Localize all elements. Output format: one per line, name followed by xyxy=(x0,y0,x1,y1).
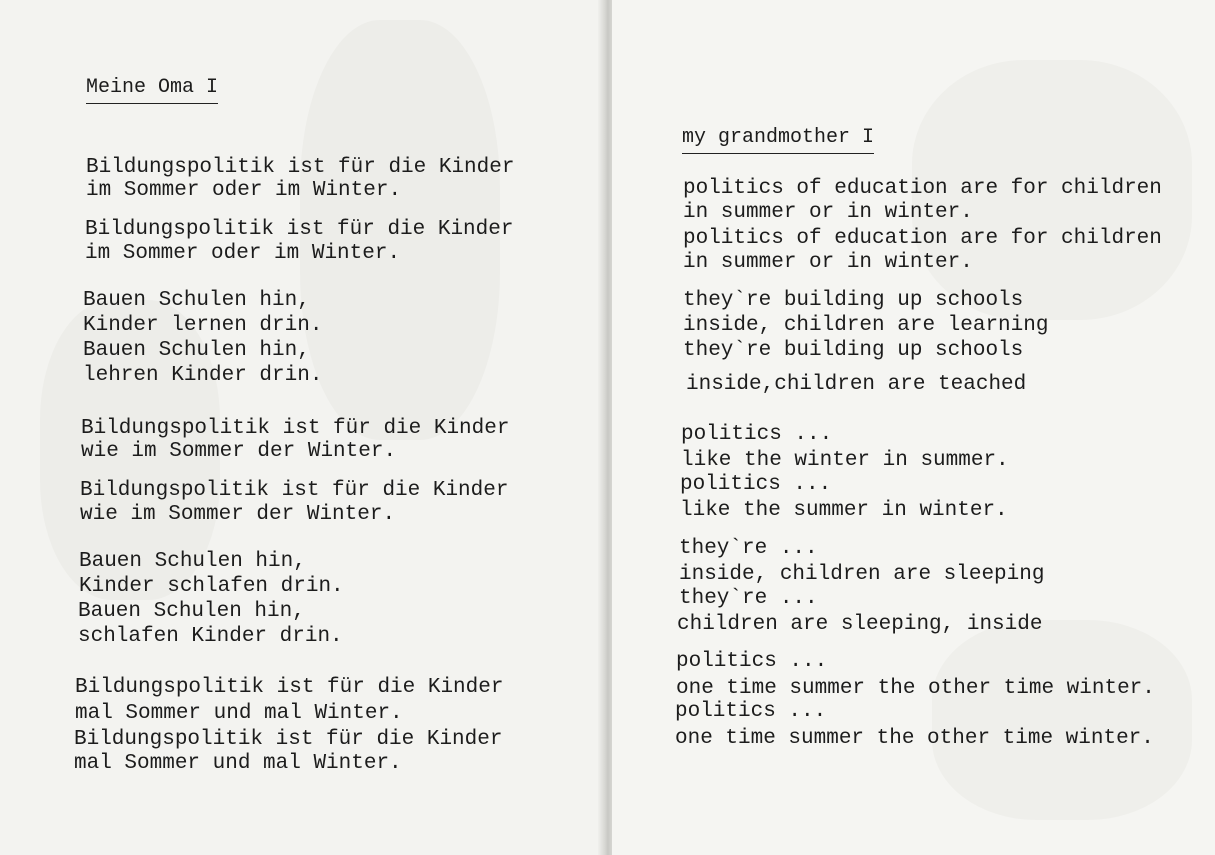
poem-line: politics of education are for children xyxy=(683,227,1162,250)
poem-line: Bauen Schulen hin, xyxy=(79,550,306,573)
poem-line: Bildungspolitik ist für die Kinder xyxy=(75,676,504,699)
poem-line: Bildungspolitik ist für die Kinder xyxy=(85,218,514,241)
poem-line: Kinder lernen drin. xyxy=(83,314,323,337)
poem-line: Bildungspolitik ist für die Kinder xyxy=(80,479,509,502)
poem-line: wie im Sommer der Winter. xyxy=(80,503,396,526)
poem-line: Bildungspolitik ist für die Kinder xyxy=(74,728,503,751)
poem-line: im Sommer oder im Winter. xyxy=(85,242,401,265)
poem-line: like the winter in summer. xyxy=(681,449,1009,472)
poem-line: politics of education are for children xyxy=(683,177,1162,200)
poem-line: politics ... xyxy=(676,650,828,673)
poem-title-german: Meine Oma I xyxy=(86,76,218,104)
poem-line: mal Sommer und mal Winter. xyxy=(74,752,402,775)
poem-line: Bauen Schulen hin, xyxy=(83,339,310,362)
poem-line: in summer or in winter. xyxy=(683,201,973,224)
poem-line: they`re building up schools xyxy=(683,339,1024,362)
poem-line: in summer or in winter. xyxy=(683,251,973,274)
poem-line: schlafen Kinder drin. xyxy=(78,625,343,648)
poem-line: politics ... xyxy=(680,473,832,496)
poem-line: mal Sommer und mal Winter. xyxy=(75,702,403,725)
poem-line: inside, children are learning xyxy=(683,314,1049,337)
poem-line: like the summer in winter. xyxy=(680,499,1008,522)
poem-line: they`re ... xyxy=(679,587,818,610)
faint-background-illustration xyxy=(932,620,1192,820)
poem-line: they`re building up schools xyxy=(683,289,1024,312)
poem-line: Bauen Schulen hin, xyxy=(83,289,310,312)
poem-line: politics ... xyxy=(675,700,827,723)
poem-line: they`re ... xyxy=(679,537,818,560)
poem-line: one time summer the other time winter. xyxy=(675,727,1154,750)
poem-line: one time summer the other time winter. xyxy=(676,677,1155,700)
poem-line: wie im Sommer der Winter. xyxy=(81,440,397,463)
poem-title-english: my grandmother I xyxy=(682,126,874,154)
poem-line: Bildungspolitik ist für die Kinder xyxy=(81,417,510,440)
left-page xyxy=(0,0,604,855)
poem-line: Bauen Schulen hin, xyxy=(78,600,305,623)
poem-line: im Sommer oder im Winter. xyxy=(86,179,402,202)
poem-line: inside, children are sleeping xyxy=(679,563,1045,586)
right-page xyxy=(612,0,1215,855)
poem-line: lehren Kinder drin. xyxy=(83,364,323,387)
poem-line: Bildungspolitik ist für die Kinder xyxy=(86,156,515,179)
poem-line: inside,children are teached xyxy=(686,373,1027,396)
poem-line: children are sleeping, inside xyxy=(677,613,1043,636)
poem-line: politics ... xyxy=(681,423,833,446)
poem-line: Kinder schlafen drin. xyxy=(79,575,344,598)
